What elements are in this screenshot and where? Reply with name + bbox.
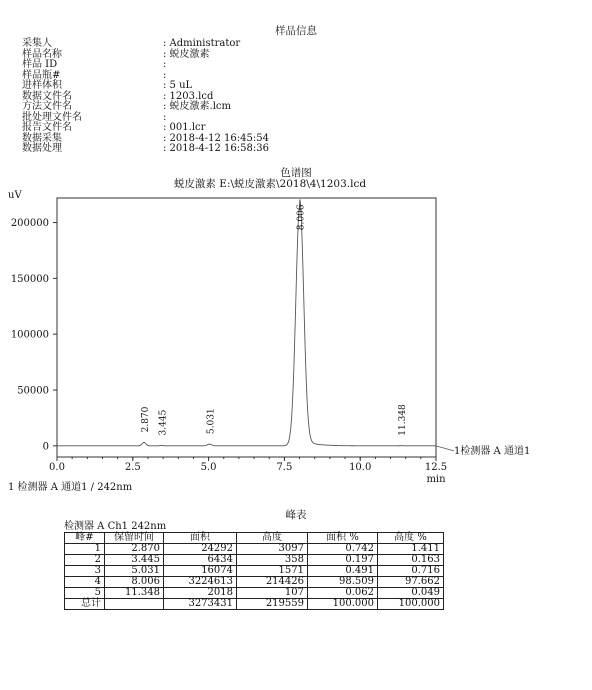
table-cell: 2.870 [105,544,164,555]
table-cell: 1571 [237,566,308,577]
info-label: 批处理文件名 [22,111,82,123]
x-tick-label: 10.0 [349,462,372,473]
table-cell: 3 [65,566,105,577]
table-total-cell: 100.000 [378,599,444,610]
detector-legend: 1 检测器 A 通道1 / 242nm [8,482,133,493]
table-total-cell: 3273431 [164,599,237,610]
peak-table-caption: 检测器 A Ch1 242nm [64,521,167,532]
sample-info-title: 样品信息 [275,25,317,37]
table-cell: 5.031 [105,566,164,577]
x-tick-label: 2.5 [124,462,141,473]
info-value: : [163,69,167,81]
info-value: : 5 uL [163,80,193,91]
table-cell: 358 [237,555,308,566]
info-value: : 2018-4-12 16:45:54 [163,132,269,144]
table-cell: 24292 [164,544,237,555]
info-label: 数据采集 [22,132,62,144]
peak-table-header: 峰# [65,533,105,544]
table-cell: 214426 [237,577,308,588]
table-cell: 1 [65,544,105,555]
table-total-cell: 100.000 [308,599,378,610]
info-label: 报告文件名 [22,122,72,133]
info-label: 数据处理 [22,143,62,154]
x-tick-label: 12.5 [424,462,448,473]
info-label: 样品 ID [22,59,58,70]
table-cell: 6434 [164,555,237,566]
peak-table-header: 面积 [164,533,237,544]
peak-table-header: 高度 % [378,533,444,544]
table-row [65,588,444,599]
info-value: : 蜕皮激素 [163,48,210,60]
peak-table-header: 保留时间 [105,533,164,544]
y-axis-label: uV [8,190,22,201]
table-cell: 3097 [237,544,308,555]
table-cell: 1.411 [378,544,444,555]
table-cell: 8.006 [105,577,164,588]
peak-label: 5.031 [206,408,217,435]
chromatogram-title: 色谱图 [280,167,312,179]
info-value: : [163,111,167,123]
peak-label: 11.348 [398,404,409,436]
table-cell: 3224613 [164,577,237,588]
x-tick-label: 0.0 [49,462,65,473]
table-cell: 97.662 [378,577,444,588]
peak-label: 8.006 [296,204,307,231]
x-tick-label: 7.5 [276,462,293,473]
y-tick-label: 200000 [10,218,49,230]
info-value: : 2018-4-12 16:58:36 [163,143,269,154]
table-total-cell: 219559 [237,599,308,610]
table-total-row [65,599,444,610]
y-tick-label: 0 [42,441,49,453]
plot-frame [57,198,436,457]
table-cell: 98.509 [308,577,378,588]
table-cell: 0.491 [308,566,378,577]
info-value: : 蜕皮激素.lcm [163,101,232,112]
peak-table-header: 面积 % [308,533,378,544]
peak-table-header: 高度 [237,533,308,544]
info-value: : 1203.lcd [163,90,214,102]
trace-end-connector [436,446,454,451]
table-row [65,566,444,577]
peak-table [64,532,444,610]
table-cell: 3.445 [105,555,164,566]
table-row [65,555,444,566]
info-value: : Administrator [163,38,241,49]
signal-trace [57,199,436,445]
table-total-cell: 总计 [65,599,105,610]
table-cell: 0.197 [308,555,378,566]
table-cell: 11.348 [105,588,164,599]
table-cell: 5 [65,588,105,599]
peak-table-title: 峰表 [285,509,307,521]
table-cell: 107 [237,588,308,599]
info-label: 样品名称 [22,48,62,60]
info-value: : 001.lcr [163,122,206,133]
info-label: 进样体积 [22,80,62,91]
y-tick-label: 50000 [17,385,49,397]
table-row [65,544,444,555]
table-cell: 0.062 [308,588,378,599]
peak-label: 3.445 [158,409,169,436]
x-tick-label: 5.0 [200,462,217,473]
table-cell: 0.049 [378,588,444,599]
table-cell: 2 [65,555,105,566]
peak-label: 2.870 [141,406,152,433]
info-label: 采集人 [22,38,52,49]
table-cell: 2018 [164,588,237,599]
table-cell: 0.742 [308,544,378,555]
table-cell: 0.163 [378,555,444,566]
table-total-cell [105,599,164,610]
x-axis-label: min [426,474,446,485]
table-row [65,577,444,588]
y-tick-label: 100000 [10,329,49,341]
info-label: 样品瓶# [22,69,61,81]
trace-label: 1检测器 A 通道1 [454,445,531,457]
info-label: 方法文件名 [22,101,72,112]
table-cell: 16074 [164,566,237,577]
chromatogram-subtitle: 蜕皮激素 E:\蜕皮激素\2018\4\1203.lcd [173,178,367,190]
y-tick-label: 150000 [10,273,49,285]
info-label: 数据文件名 [22,90,72,102]
peak-table-header-row [65,533,444,544]
table-cell: 0.716 [378,566,444,577]
table-cell: 4 [65,577,105,588]
info-value: : [163,59,167,70]
